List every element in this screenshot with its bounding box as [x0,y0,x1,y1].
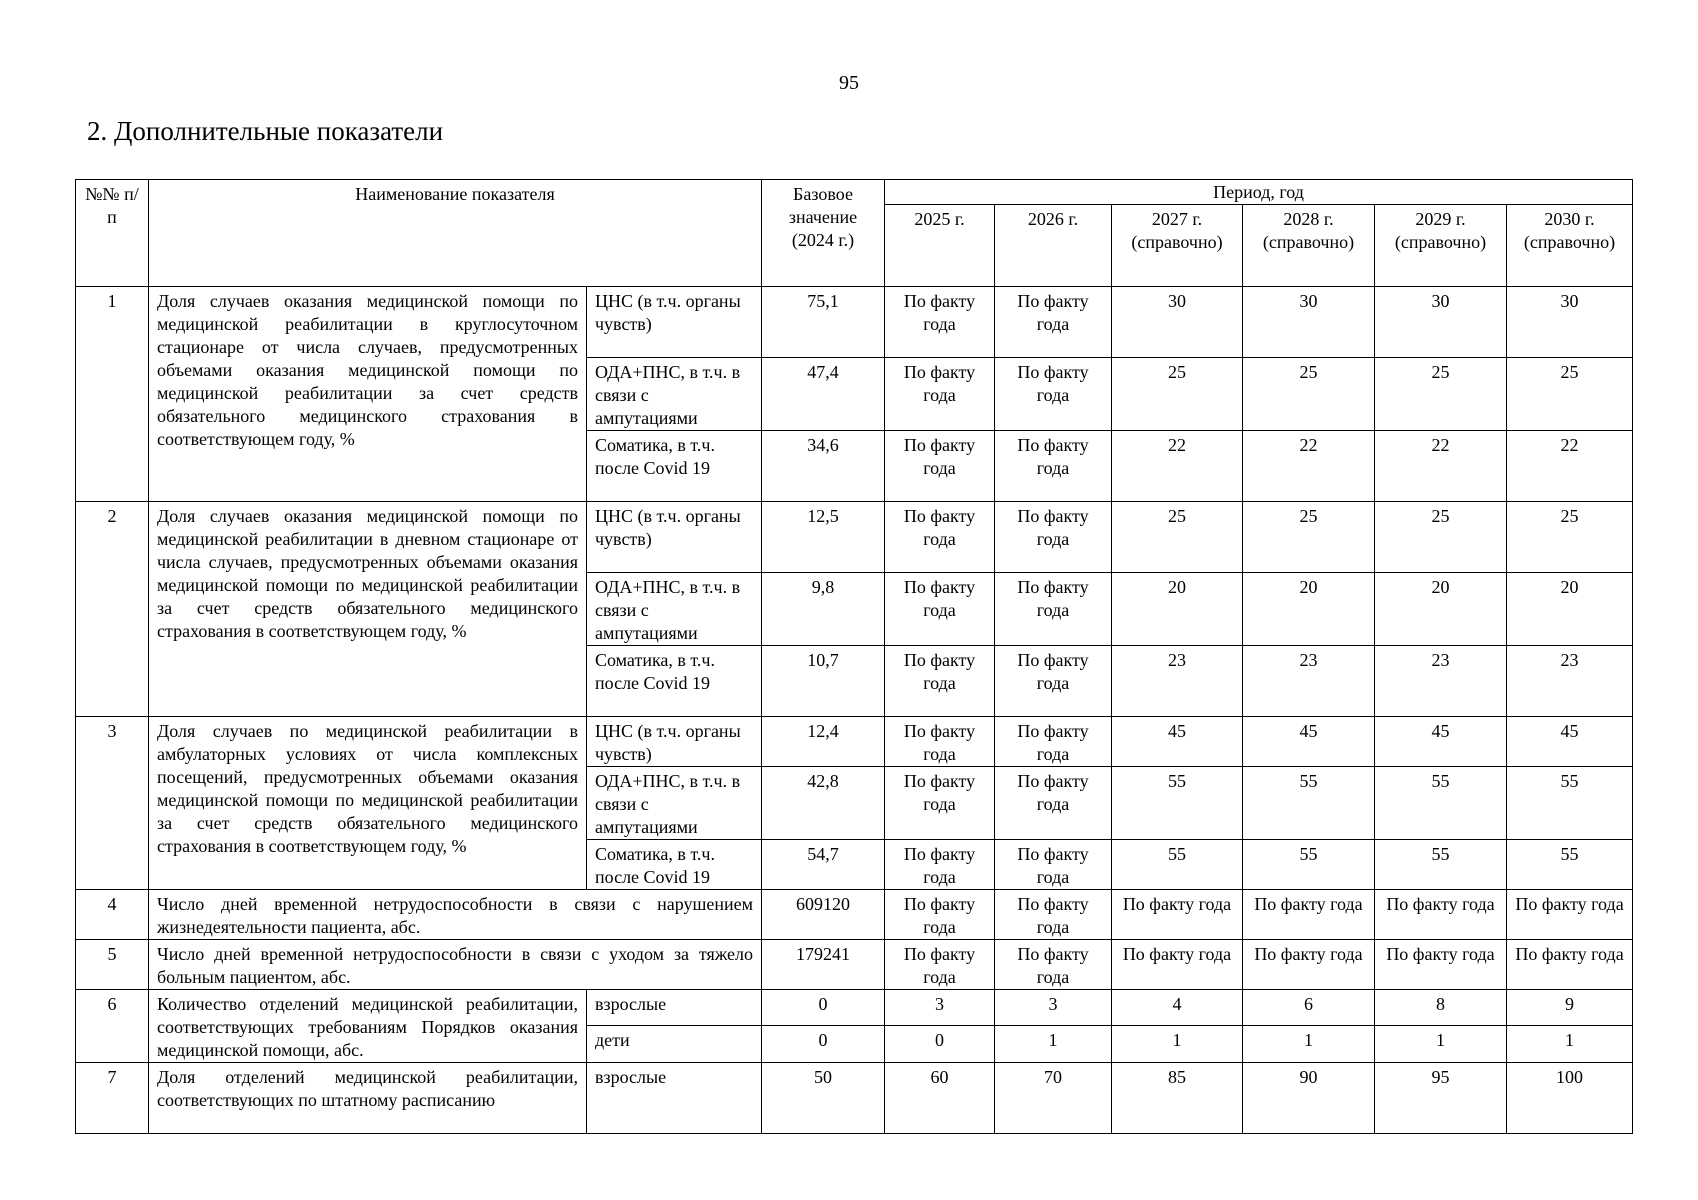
year-value: 8 [1375,990,1507,1026]
header-name: Наименование показателя [149,180,762,287]
table-row [76,287,1633,358]
year-value: По факту года [885,717,995,767]
year-value: 1 [1507,1025,1633,1062]
row-number: 1 [76,287,149,502]
year-value: 55 [1243,767,1375,840]
header-num: №№ п/п [76,180,149,287]
sub-category: ЦНС (в т.ч. органы чувств) [587,717,762,767]
year-value: 1 [1375,1025,1507,1062]
sub-category: взрослые [587,1063,762,1134]
year-value: 3 [885,990,995,1026]
year-value: 22 [1375,431,1507,502]
year-value: 25 [1243,358,1375,431]
year-value: 45 [1375,717,1507,767]
year-value: 22 [1243,431,1375,502]
year-value: По факту года [995,646,1112,717]
year-value: 20 [1243,573,1375,646]
base-value: 47,4 [762,358,885,431]
year-value: По факту года [995,573,1112,646]
year-value: 55 [1243,840,1375,890]
year-value: По факту года [885,646,995,717]
year-value: 90 [1243,1063,1375,1134]
year-value: По факту года [885,431,995,502]
year-value: По факту года [885,502,995,573]
year-value: 55 [1375,767,1507,840]
base-value: 9,8 [762,573,885,646]
header-year: 2026 г. [995,205,1112,287]
year-value: По факту года [995,431,1112,502]
base-value: 0 [762,990,885,1026]
year-value: 1 [1243,1025,1375,1062]
indicator-name: Число дней временной нетрудоспособности в связи с уходом за тяжело больным пациентом, абс. [149,940,762,990]
year-value: 6 [1243,990,1375,1026]
year-value: По факту года [1375,940,1507,990]
header-base: Базовое значение (2024 г.) [762,180,885,287]
header-period: Период, год [885,180,1633,205]
year-value: 3 [995,990,1112,1026]
row-number: 2 [76,502,149,717]
base-value: 54,7 [762,840,885,890]
sub-category: ОДА+ПНС, в т.ч. в связи с ампутациями [587,767,762,840]
year-value: 4 [1112,990,1243,1026]
table-row [76,502,1633,573]
year-value: 85 [1112,1063,1243,1134]
table-row [76,717,1633,767]
base-value: 12,5 [762,502,885,573]
base-value: 0 [762,1025,885,1062]
year-value: 25 [1507,502,1633,573]
row-number: 6 [76,990,149,1063]
year-value: По факту года [1112,940,1243,990]
year-value: 25 [1112,358,1243,431]
row-number: 7 [76,1063,149,1134]
sub-category: ОДА+ПНС, в т.ч. в связи с ампутациями [587,358,762,431]
table-row [76,1063,1633,1134]
year-value: 1 [1112,1025,1243,1062]
year-value: 0 [885,1025,995,1062]
year-value: 23 [1375,646,1507,717]
year-value: 60 [885,1063,995,1134]
base-value: 609120 [762,890,885,940]
base-value: 10,7 [762,646,885,717]
sub-category: Соматика, в т.ч. после Covid 19 [587,431,762,502]
year-value: 100 [1507,1063,1633,1134]
year-value: По факту года [995,287,1112,358]
header-year: 2025 г. [885,205,995,287]
year-value: По факту года [995,940,1112,990]
year-value: 25 [1112,502,1243,573]
year-value: По факту года [885,287,995,358]
sub-category: ОДА+ПНС, в т.ч. в связи с ампутациями [587,573,762,646]
indicator-name: Доля отделений медицинской реабилитации, соответствующих по штатному расписанию [149,1063,587,1134]
year-value: 30 [1112,287,1243,358]
year-value: 30 [1243,287,1375,358]
indicators-table [75,179,1633,1134]
year-value: По факту года [995,840,1112,890]
indicator-name: Доля случаев оказания медицинской помощи по медицинской реабилитации в круглосуточном стационаре от числа случаев, предусмотренных объемами оказания медицинской помощи по медицинской реабилитации за счет средств обязательного медицинского страхования в соответствующем году, % [149,287,587,502]
year-value: 22 [1112,431,1243,502]
year-value: 20 [1507,573,1633,646]
year-value: 55 [1112,840,1243,890]
base-value: 12,4 [762,717,885,767]
year-value: 55 [1112,767,1243,840]
section-title: 2. Дополнительные показатели [87,116,444,146]
sub-category: Соматика, в т.ч. после Covid 19 [587,840,762,890]
year-value: 23 [1243,646,1375,717]
header-year: 2028 г. (справочно) [1243,205,1375,287]
year-value: 45 [1243,717,1375,767]
year-value: 23 [1112,646,1243,717]
year-value: 23 [1507,646,1633,717]
year-value: По факту года [885,358,995,431]
indicator-name: Доля случаев по медицинской реабилитации в амбулаторных условиях от числа комплексных посещений, предусмотренных объемами оказания медицинской помощи по медицинской реабилитации за счет средств обязательного медицинского страхования в соответствующем году, % [149,717,587,890]
table-row [76,990,1633,1026]
sub-category: дети [587,1025,762,1062]
base-value: 42,8 [762,767,885,840]
year-value: По факту года [1112,890,1243,940]
year-value: По факту года [995,502,1112,573]
year-value: По факту года [995,767,1112,840]
year-value: По факту года [885,573,995,646]
year-value: По факту года [1507,940,1633,990]
header-year: 2027 г. (справочно) [1112,205,1243,287]
header-year: 2030 г. (справочно) [1507,205,1633,287]
year-value: По факту года [1243,940,1375,990]
year-value: По факту года [885,940,995,990]
table-row [76,940,1633,990]
year-value: 20 [1375,573,1507,646]
indicator-name: Доля случаев оказания медицинской помощи по медицинской реабилитации в дневном стационаре от числа случаев, предусмотренных объемами оказания медицинской помощи по медицинской реабилитации за счет средств обязательного медицинского страхования в соответствующем году, % [149,502,587,717]
row-number: 5 [76,940,149,990]
sub-category: взрослые [587,990,762,1026]
year-value: По факту года [995,717,1112,767]
year-value: 55 [1507,840,1633,890]
base-value: 34,6 [762,431,885,502]
year-value: 22 [1507,431,1633,502]
year-value: 55 [1375,840,1507,890]
table-row [76,890,1633,940]
year-value: 30 [1375,287,1507,358]
base-value: 179241 [762,940,885,990]
year-value: 9 [1507,990,1633,1026]
year-value: 45 [1112,717,1243,767]
year-value: По факту года [1507,890,1633,940]
year-value: 30 [1507,287,1633,358]
year-value: 20 [1112,573,1243,646]
year-value: 55 [1507,767,1633,840]
base-value: 50 [762,1063,885,1134]
year-value: По факту года [885,767,995,840]
indicator-name: Количество отделений медицинской реабилитации, соответствующих требованиям Порядков оказания медицинской помощи, абс. [149,990,587,1063]
sub-category: Соматика, в т.ч. после Covid 19 [587,646,762,717]
year-value: По факту года [995,890,1112,940]
year-value: 25 [1375,358,1507,431]
indicator-name: Число дней временной нетрудоспособности в связи с нарушением жизнедеятельности пациента, абс. [149,890,762,940]
row-number: 4 [76,890,149,940]
year-value: По факту года [1243,890,1375,940]
year-value: 70 [995,1063,1112,1134]
year-value: По факту года [885,840,995,890]
year-value: 95 [1375,1063,1507,1134]
header-year: 2029 г. (справочно) [1375,205,1507,287]
year-value: По факту года [995,358,1112,431]
year-value: 25 [1243,502,1375,573]
year-value: По факту года [1375,890,1507,940]
base-value: 75,1 [762,287,885,358]
page-number: 95 [839,72,859,94]
year-value: 25 [1507,358,1633,431]
sub-category: ЦНС (в т.ч. органы чувств) [587,502,762,573]
row-number: 3 [76,717,149,890]
sub-category: ЦНС (в т.ч. органы чувств) [587,287,762,358]
year-value: 45 [1507,717,1633,767]
year-value: По факту года [885,890,995,940]
year-value: 25 [1375,502,1507,573]
year-value: 1 [995,1025,1112,1062]
